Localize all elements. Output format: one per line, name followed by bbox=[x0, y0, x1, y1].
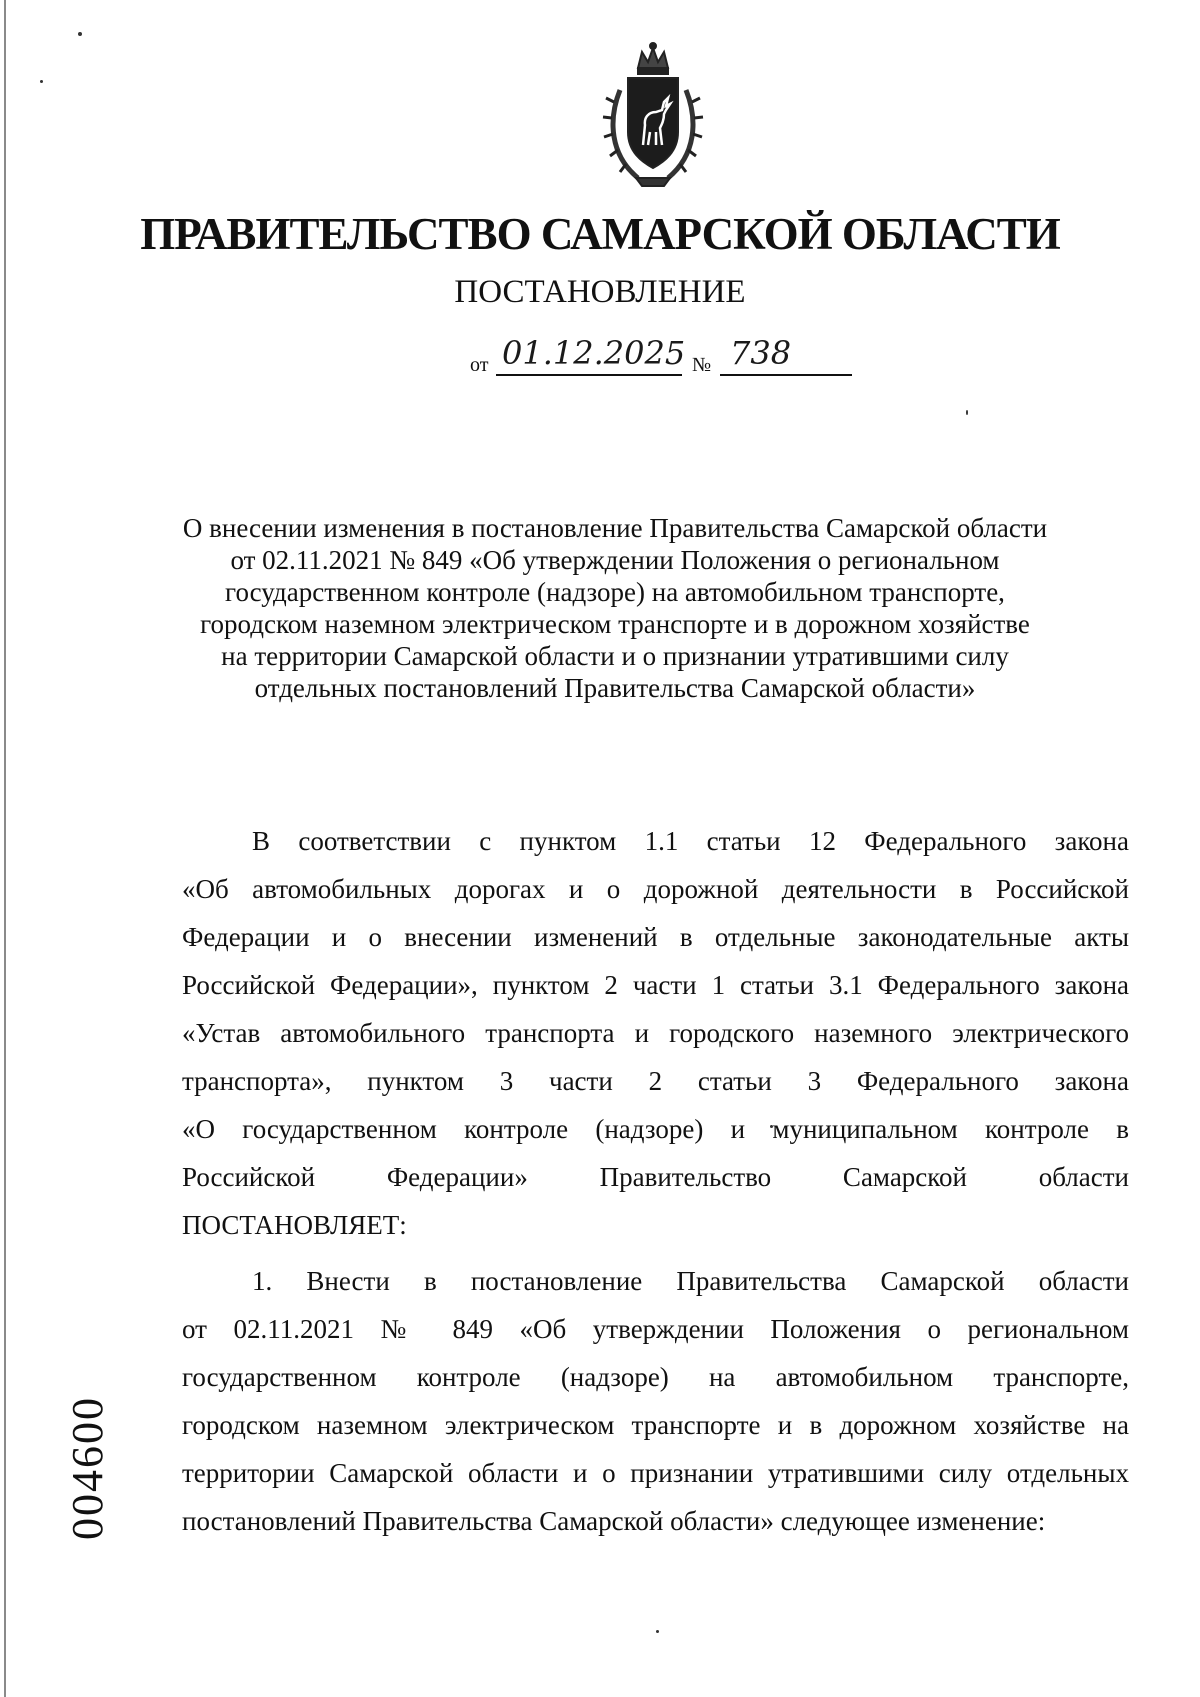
document-type: ПОСТАНОВЛЕНИЕ bbox=[454, 274, 746, 310]
government-name: ПРАВИТЕЛЬСТВО САМАРСКОЙ ОБЛАСТИ bbox=[140, 209, 1060, 259]
preamble-line: Федерации и о внесении изменений в отдельные законодательные акты bbox=[182, 922, 1129, 952]
date-underline bbox=[496, 374, 682, 376]
heading-line: отдельных постановлений Правительства Самарской области» bbox=[254, 673, 976, 703]
handwritten-date: 01.12.2025 bbox=[502, 334, 686, 372]
number-underline bbox=[720, 374, 852, 376]
samara-coat-of-arms-icon bbox=[598, 40, 708, 190]
margin-stamp-number: 004600 bbox=[63, 1396, 112, 1540]
preamble-line: ПОСТАНОВЛЯЕТ: bbox=[182, 1210, 407, 1240]
date-label: от bbox=[470, 354, 489, 376]
heading-line: городском наземном электрическом транспорте и в дорожном хозяйстве bbox=[200, 609, 1030, 639]
preamble-line: Российской Федерации», пунктом 2 части 1 статьи 3.1 Федерального закона bbox=[182, 970, 1129, 1000]
handwritten-number: 738 bbox=[730, 334, 792, 372]
preamble-line: транспорта», пунктом 3 части 2 статьи 3 Федерального закона bbox=[182, 1066, 1129, 1096]
item1-line: городском наземном электрическом транспорте и в дорожном хозяйстве на bbox=[182, 1410, 1129, 1440]
item1-line: постановлений Правительства Самарской области» следующее изменение: bbox=[182, 1506, 1046, 1536]
heading-line: на территории Самарской области и о признании утратившими силу bbox=[221, 641, 1009, 671]
date-number-line bbox=[470, 334, 870, 378]
scan-speck bbox=[966, 410, 968, 415]
heading-line: от 02.11.2021 № 849 «Об утверждении Положения о региональном bbox=[230, 545, 1000, 575]
item1-line: государственном контроле (надзоре) на автомобильном транспорте, bbox=[182, 1362, 1129, 1392]
number-label: № bbox=[692, 354, 712, 376]
scan-speck bbox=[78, 32, 82, 36]
preamble-line: «Об автомобильных дорогах и о дорожной деятельности в Российской bbox=[182, 874, 1129, 904]
preamble-line: «Устав автомобильного транспорта и городского наземного электрического bbox=[182, 1018, 1129, 1048]
preamble-line: «О государственном контроле (надзоре) и муниципальном контроле в bbox=[182, 1114, 1129, 1144]
preamble-line: В соответствии с пунктом 1.1 статьи 12 Федерального закона bbox=[252, 826, 1129, 856]
document-heading bbox=[150, 512, 1080, 704]
item1-line: 1. Внести в постановление Правительства Самарской области bbox=[252, 1266, 1129, 1296]
scan-speck bbox=[40, 80, 43, 83]
heading-line: О внесении изменения в постановление Правительства Самарской области bbox=[182, 513, 1048, 543]
heading-line: государственном контроле (надзоре) на автомобильном транспорте, bbox=[225, 577, 1005, 607]
scan-speck bbox=[656, 1630, 659, 1633]
preamble-line: Российской Федерации» Правительство Самарской области bbox=[182, 1162, 1129, 1192]
item1-line: территории Самарской области и о признании утратившими силу отдельных bbox=[182, 1458, 1129, 1488]
item1-line: от 02.11.2021 № 849 «Об утверждении Положения о региональном bbox=[182, 1314, 1129, 1344]
